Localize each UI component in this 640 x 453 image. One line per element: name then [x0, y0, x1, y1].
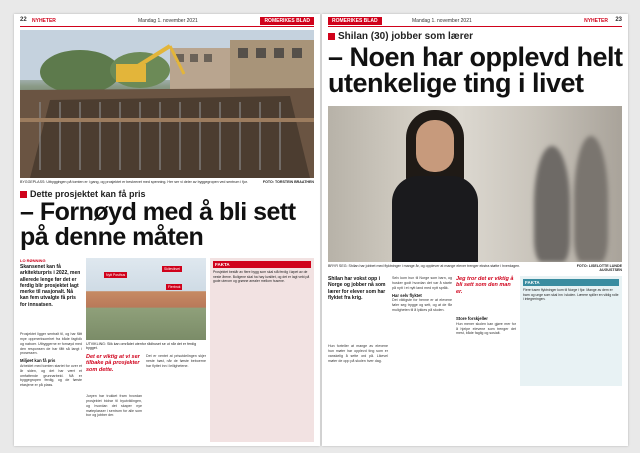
article-headline: – Fornøyd med å bli sett på denne måten: [20, 198, 296, 251]
kicker-square-icon: [20, 191, 27, 198]
fact-box: [210, 258, 314, 442]
body-subhead: Har selv flyktet: [392, 292, 422, 298]
left-newspaper-page: [14, 14, 320, 446]
article-kicker: [328, 31, 473, 42]
render-tag: Flerbruk: [168, 285, 181, 289]
pull-quote: [86, 354, 142, 373]
paper-name: ROMERIKES BLAD: [260, 17, 314, 25]
kicker-text: Shilan (30) jobber som lærer: [338, 31, 474, 42]
body-column-1: [20, 332, 82, 388]
kicker-square-icon: [328, 33, 335, 40]
page-date: Mandag 1. november 2021: [412, 18, 472, 24]
background-person: [574, 136, 608, 262]
person-face: [416, 120, 454, 172]
body-text: Det viktigste for henne er at elevene føler seg trygge og sett, og at de får muligheten til å lykkes på skolen.: [392, 298, 452, 312]
page-date: Mandag 1. november 2021: [138, 18, 198, 24]
photo-caption: BRYR SEG: Shilan har jobbet med flyktninger i mange år, og opplever at mange elever trenger ekstra støtte i hverdagen.: [328, 264, 521, 268]
body-text: Arbeidet med tomten startet for over et år siden, og det har vært et omfattende grunnarbeid. Nå er byggegropen ferdig, og de første etasjene er på plass.: [20, 363, 82, 388]
article-lead: Shilan har vokst opp i Norge og jobber nå som lærer for elever som har flyktet fra krig.: [328, 276, 386, 301]
photo-credit: FOTO: LISELOTTE LUNDE AUGUSTSEN: [576, 264, 622, 273]
body-subhead: Store forskjeller: [456, 316, 488, 321]
render-tag: Skilevikvei: [164, 267, 180, 271]
fact-box-title: FAKTA: [523, 279, 619, 286]
page-number: 22: [20, 17, 27, 23]
body-column-2: Juryen har trukket fram hvordan prosjektet bidrar til byutviklingen, og hvordan det skaper nye møteplasser i sentrum for alle som bor og jobber der.: [86, 394, 142, 418]
portrait-photo: [328, 106, 622, 262]
pull-quote-text: Jeg tror det er viktig å bli sett som den man er.: [456, 276, 514, 295]
construction-scene: [20, 30, 314, 178]
body-text: Prosjektet ligger sentralt til, og har fått mye oppmerksomhet fra både fagfolk og naboer. Utbyggerne er fornøyd med den responsen de har fått så langt i prosessen.: [20, 332, 82, 356]
body-column-1: Hun forteller at mange av elevene hun møter har opplevd ting som er vanskelig å sette ord på. Likevel møter de opp på skolen hver dag.: [328, 344, 388, 363]
section-label: NYHETER: [32, 18, 56, 24]
render-caption: UTVIKLING: Slik kan området utenfor rådhuset se ut når det er ferdig bygget.: [86, 342, 197, 351]
fact-box-text: Flere tusen flyktninger kom til Norge i fjor. Mange av dem er barn og unge som skal inn i skolen. Lærere spiller en viktig rolle i integreringen.: [523, 288, 619, 302]
right-newspaper-page: [322, 14, 628, 446]
body-subhead: Miljøet kan få pris: [20, 358, 56, 364]
paper-name: ROMERIKES BLAD: [328, 17, 382, 25]
kicker-text: Dette prosjektet kan få pris: [30, 189, 146, 199]
left-folio: [20, 17, 314, 26]
photo-caption: BYGGEPLASS: Utbyggingen på tomten er i gang, og prosjektet er beskrevet med spenning. Her ser vi deler av byggegropen ved sentrum i fjor.: [20, 180, 248, 184]
body-column-2: [392, 276, 452, 313]
body-column-3: Det er ventet at prisutdelingen skjer neste høst, når de første beboerne har flyttet inn i leilighetene.: [146, 354, 206, 368]
fact-box-text: Prosjektet består av flere bygg som skal stå ferdig i løpet av de neste årene. Boligene skal ha høy kvalitet, og det er lagt vekt på gode uterom og grønne arealer mellom husene.: [213, 270, 310, 284]
pull-quote-text: Det er viktig at vi ser tilbake på prosjekter som dette.: [86, 354, 140, 373]
photo-credit: FOTO: TORSTEIN BRAATHEN: [262, 180, 314, 184]
byline: LO RØNNING: [20, 258, 46, 263]
header-rule: [20, 26, 314, 27]
architect-render: [86, 258, 206, 340]
article-headline: – Noen har opplevd helt utenkelige ting i livet: [328, 42, 623, 99]
body-column-3: [456, 314, 516, 336]
header-rule: [328, 26, 622, 27]
right-folio: [328, 17, 622, 26]
construction-photo: [20, 30, 314, 178]
article-lead: Skansenet kan få arkitekturpris i 2022, men allerede lenge før det er ferdig blir prosjektet lagt merke til nasjonalt. Nå kan fem utvalgte få pris for innsatsen.: [20, 264, 81, 308]
page-number: 23: [615, 17, 622, 23]
fact-box-title: FAKTA: [213, 261, 311, 268]
body-text: Selv kom hun til Norge som barn, og husker godt hvordan det var å starte på nytt i et nytt land med nytt språk.: [392, 276, 452, 290]
person-body: [392, 176, 478, 262]
fact-box: [520, 276, 622, 386]
background-person: [534, 146, 570, 262]
section-label: NYHETER: [584, 18, 608, 24]
render-tag: Nytt Posthus: [106, 273, 126, 277]
body-text: Hun mener skolen kan gjøre mer for å hjelpe elevene som trenger det mest, både faglig og sosialt.: [456, 321, 516, 336]
pull-quote: [456, 276, 516, 295]
